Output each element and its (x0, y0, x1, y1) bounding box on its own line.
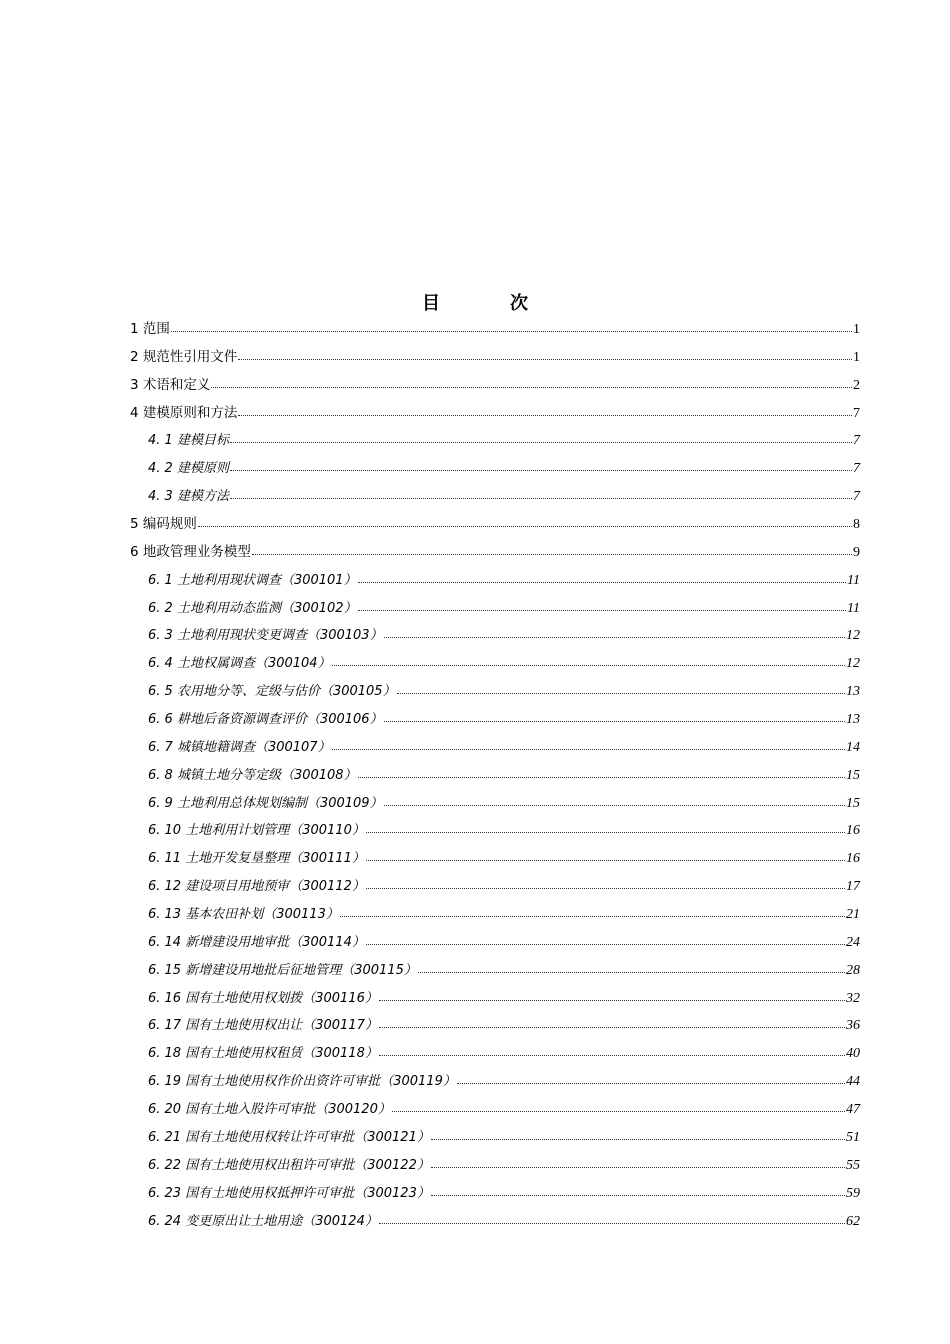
toc-entry[interactable] (130, 455, 860, 483)
toc-entry[interactable] (130, 372, 860, 400)
dot-leader (230, 490, 852, 499)
toc-entry[interactable] (130, 316, 860, 344)
dot-leader (384, 797, 845, 806)
dot-leader (332, 741, 845, 750)
toc-entry-label: 6. 23 国有土地使用权抵押许可审批（300123） (148, 1185, 430, 1201)
toc-entry[interactable] (130, 400, 860, 428)
toc-entry[interactable] (130, 1180, 860, 1208)
toc-entry[interactable] (130, 790, 860, 818)
dot-leader (379, 1019, 845, 1028)
dot-leader (431, 1187, 845, 1196)
toc-entry[interactable] (130, 1012, 860, 1040)
toc-entry[interactable] (130, 901, 860, 929)
toc-entry[interactable] (130, 595, 860, 623)
toc-entry-label: 4. 3 建模方法 (148, 489, 229, 505)
toc-entry-label: 6. 3 土地利用现状变更调查（300103） (148, 628, 383, 644)
toc-entry-label: 3 术语和定义 (130, 376, 211, 393)
toc-entry[interactable] (130, 539, 860, 567)
toc-entry-label: 5 编码规则 (130, 516, 197, 533)
dot-leader (366, 936, 845, 945)
toc-entry-label: 6. 2 土地利用动态监测（300102） (148, 600, 357, 616)
toc-entry-page-number: 28 (846, 962, 860, 978)
toc-entry-label: 6. 14 新增建设用地审批（300114） (148, 934, 365, 950)
toc-entry[interactable] (130, 622, 860, 650)
toc-entry-label: 4. 2 建模原则 (148, 461, 229, 477)
dot-leader (230, 434, 852, 443)
toc-entry-page-number: 14 (846, 739, 860, 755)
toc-entry[interactable] (130, 483, 860, 511)
toc-entry-page-number: 1 (853, 322, 860, 337)
toc-entry[interactable] (130, 344, 860, 372)
toc-entry[interactable] (130, 929, 860, 957)
toc-entry[interactable] (130, 567, 860, 595)
toc-entry-page-number: 15 (846, 795, 860, 811)
dot-leader (238, 407, 852, 416)
toc-entry-label: 6. 22 国有土地使用权出租许可审批（300122） (148, 1157, 430, 1173)
dot-leader (379, 992, 845, 1001)
toc-entry-label: 6. 13 基本农田补划（300113） (148, 907, 339, 923)
toc-entry[interactable] (130, 1068, 860, 1096)
dot-leader (211, 379, 852, 388)
toc-entry-page-number: 7 (853, 461, 860, 477)
dot-leader (418, 964, 845, 973)
toc-entry-page-number: 13 (846, 684, 860, 700)
toc-entry-label: 2 规范性引用文件 (130, 348, 238, 365)
toc-entry-page-number: 1 (853, 349, 860, 365)
toc-entry-label: 6 地政管理业务模型 (130, 543, 251, 560)
toc-entry[interactable] (130, 511, 860, 539)
toc-entry-page-number: 55 (846, 1157, 860, 1173)
toc-entry-page-number: 9 (853, 544, 860, 560)
toc-entry[interactable] (130, 817, 860, 845)
dot-leader (457, 1075, 845, 1084)
toc-entry-label: 6. 17 国有土地使用权出让（300117） (148, 1018, 378, 1034)
dot-leader (358, 602, 846, 611)
toc-entry-label: 6. 11 土地开发复垦整理（300111） (148, 851, 365, 867)
dot-leader (358, 574, 846, 583)
toc-entry-page-number: 59 (846, 1185, 860, 1201)
dot-leader (238, 351, 852, 360)
toc-entry-page-number: 17 (846, 879, 860, 895)
toc-entry-label: 6. 12 建设项目用地预审（300112） (148, 879, 365, 895)
toc-entry-page-number: 11 (847, 572, 860, 588)
toc-entry-label: 6. 4 土地权属调查（300104） (148, 656, 331, 672)
dot-leader (340, 908, 845, 917)
dot-leader (379, 1047, 845, 1056)
toc-entry-page-number: 21 (846, 907, 860, 923)
toc-entry-page-number: 16 (846, 823, 860, 839)
toc-entry-label: 6. 7 城镇地籍调查（300107） (148, 739, 331, 755)
toc-entry-label: 6. 10 土地利用计划管理（300110） (148, 823, 365, 839)
toc-entry[interactable] (130, 1152, 860, 1180)
toc-entry-page-number: 7 (853, 405, 860, 421)
dot-leader (397, 685, 845, 694)
toc-entry-page-number: 11 (847, 600, 860, 616)
toc-entry-label: 6. 5 农用地分等、定级与估价（300105） (148, 684, 396, 700)
toc-entry[interactable] (130, 762, 860, 790)
dot-leader (392, 1103, 845, 1112)
toc-entry-page-number: 12 (846, 656, 860, 672)
toc-entry-page-number: 15 (846, 767, 860, 783)
dot-leader (384, 713, 845, 722)
dot-leader (252, 546, 852, 555)
toc-entry-page-number: 12 (846, 628, 860, 644)
dot-leader (366, 852, 845, 861)
toc-entry-label: 1 范围 (130, 321, 170, 337)
dot-leader (171, 323, 852, 332)
toc-entry-page-number: 7 (853, 433, 860, 449)
dot-leader (332, 657, 845, 666)
toc-entry[interactable] (130, 873, 860, 901)
toc-entry-label: 6. 1 土地利用现状调查（300101） (148, 572, 357, 588)
toc-entry-page-number: 13 (846, 712, 860, 728)
toc-entry-label: 6. 8 城镇土地分等定级（300108） (148, 767, 357, 783)
toc-entry[interactable] (130, 1208, 860, 1236)
toc-entry-label: 6. 18 国有土地使用权租赁（300118） (148, 1046, 378, 1062)
toc-title: 目 次 (422, 293, 554, 314)
toc-entry-page-number: 8 (853, 517, 860, 533)
dot-leader (358, 769, 845, 778)
toc-entry-page-number: 16 (846, 851, 860, 867)
toc-entry-label: 6. 24 变更原出让土地用途（300124） (148, 1213, 378, 1229)
dot-leader (384, 629, 845, 638)
toc-entry[interactable] (130, 985, 860, 1013)
toc-entry[interactable] (130, 1040, 860, 1068)
toc-entry[interactable] (130, 427, 860, 455)
toc-entry[interactable] (130, 678, 860, 706)
dot-leader (379, 1215, 845, 1224)
toc-entry-page-number: 2 (853, 377, 860, 393)
dot-leader (431, 1159, 845, 1168)
dot-leader (366, 824, 845, 833)
dot-leader (366, 880, 845, 889)
toc-entry-label: 6. 6 耕地后备资源调查评价（300106） (148, 712, 383, 728)
toc-entry[interactable] (130, 734, 860, 762)
toc-entry-page-number: 32 (846, 990, 860, 1006)
toc-entry-page-number: 7 (853, 489, 860, 505)
toc-entry[interactable] (130, 1096, 860, 1124)
dot-leader (431, 1131, 845, 1140)
toc-entry[interactable] (130, 1124, 860, 1152)
toc-entry-label: 4 建模原则和方法 (130, 404, 238, 421)
toc-entry-page-number: 36 (846, 1018, 860, 1034)
dot-leader (230, 462, 852, 471)
toc-entry-label: 6. 20 国有土地入股许可审批（300120） (148, 1102, 391, 1118)
toc-entry-page-number: 51 (846, 1129, 860, 1145)
toc-list (130, 316, 860, 1235)
toc-entry-label: 6. 21 国有土地使用权转让许可审批（300121） (148, 1129, 430, 1145)
toc-entry-label: 6. 19 国有土地使用权作价出资许可审批（300119） (148, 1074, 456, 1090)
toc-entry-page-number: 62 (846, 1213, 860, 1229)
toc-entry[interactable] (130, 957, 860, 985)
toc-entry-page-number: 40 (846, 1046, 860, 1062)
toc-entry-page-number: 47 (846, 1102, 860, 1118)
toc-entry[interactable] (130, 845, 860, 873)
toc-entry-page-number: 44 (846, 1074, 860, 1090)
toc-entry-label: 6. 15 新增建设用地批后征地管理（300115） (148, 962, 417, 978)
toc-entry[interactable] (130, 650, 860, 678)
dot-leader (198, 518, 852, 527)
toc-entry-label: 4. 1 建模目标 (148, 433, 229, 449)
toc-entry-page-number: 24 (846, 934, 860, 950)
toc-entry-label: 6. 16 国有土地使用权划拨（300116） (148, 990, 378, 1006)
toc-entry-label: 6. 9 土地利用总体规划编制（300109） (148, 795, 383, 811)
toc-entry[interactable] (130, 706, 860, 734)
